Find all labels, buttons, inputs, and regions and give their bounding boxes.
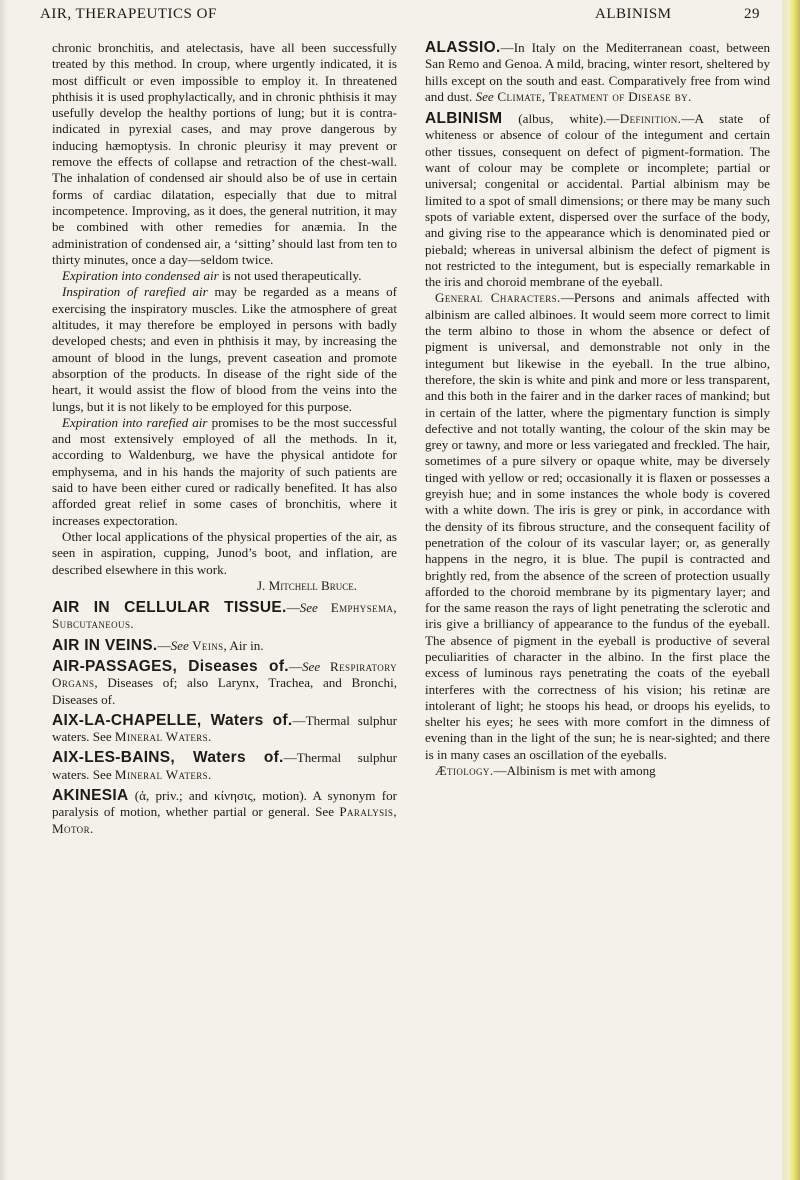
entry-text: —A state of whiteness or absence of colour of the integument and certain other tissues, consequent on defect of pigment-formation. The want of colour may be complete or incomplete; partial or universal; congenital or accidental. Partial albinism may be limited to a spot of small dimensions; or there may be many such spots of variable extent, dispersed over the surface of the body, and giving rise to the appearance which is denominated pied or piebald; whereas in universal albinism the defect of pigment is not restricted to the integument, but is especially remarkable in the iris and choroid membrane of the eyeball. — [425, 111, 771, 290]
paragraph-text: is not used therapeutically. — [218, 268, 362, 284]
entry-separator: — — [292, 712, 306, 728]
paragraph-other-applications: Other local applications of the physical properties of the air, as seen in aspiration, cupping, Junod’s boot, and inflation, are described elsewhere in this work. — [52, 528, 397, 577]
section-label: —Definition. — [606, 111, 682, 127]
cross-reference-link[interactable]: Veins — [192, 637, 224, 653]
paragraph-expiration-condensed — [52, 268, 397, 284]
paragraph-text: may be regarded as a means of exercising the inspiratory muscles. Like the atmosphere of great altitudes, it may therefore be employed in persons with badly developed chests; and even in phthisis it may, by increasing the amount of blood in the lungs, prevent caseation and promote absorption of the products. In disease of the right side of the heart, it would assist the flow of blood from the veins into the lungs, but it is not likely to be employed for this purpose. — [52, 284, 397, 414]
entry-headword: AKINESIA — [52, 787, 129, 805]
entry-headword: ALBINISM — [425, 110, 503, 128]
paragraph-general-characters — [425, 290, 770, 763]
section-label: Ætiology. — [435, 763, 494, 779]
paragraph-inspiration-rarefied — [52, 284, 397, 414]
entry-separator: — — [283, 750, 297, 766]
entry-air-passages — [52, 659, 397, 708]
entry-headword: ALASSIO. — [425, 39, 501, 56]
etymology: (albus, white). — [502, 111, 607, 127]
see-label: See — [299, 600, 331, 616]
page-number: 29 — [744, 6, 760, 22]
paragraph-text: —Albinism is met with among — [493, 763, 656, 779]
entry-aix-les-bains — [52, 750, 397, 783]
entry-alassio — [425, 40, 770, 105]
paragraph-expiration-rarefied — [52, 415, 397, 529]
section-label: General Characters. — [435, 290, 561, 306]
entry-text: Thermal sulphur waters. See — [52, 712, 398, 745]
paragraph-aetiology — [425, 763, 770, 779]
term-italic: Expiration into rarefied air — [62, 414, 208, 430]
paragraph-text: —Persons and animals affected with albinism are called albinoes. It would seem more correct to limit the term albino to those in whom the absence or defect of pigment is universal, and demonstrable not only in the integument but likewise in the eyeball. In the true albino, therefore, the skin is white and pink and more or less transparent, and this both in the fairer and in the darker races of mankind; but in certain of the latter, where the pigmentary function is simply defective and not totally wanting, the colour of the skin may be grey or tawny, and more or less variegated and freckled. The hair, sometimes of a pure silvery or opaque white, may be diversely tinged with yellow or red; occasionally it is flaxen or possesses a greyish hue; and in some instances the whole body is covered with a white down. The iris is grey or pink, in accordance with the density of its fibrous structure, and the consequent facility of penetration of the colour of its vascular layer; or, as generally happens in the negro, it is blue. The pupil is contracted and brightly red, from the absence of the screen of protection usually afforded to the choroid membrane by its pigmentary layer; and for the same reason the rays of light penetrating the sclerotic and iris give a brilliancy of appearance to the fundus of the eyeball. The absence of pigment in the eyeball is productive of several peculiarities of character in the albino. In the first place the excess of luminous rays penetrating the coats of the eyeball interferes with the correctness of his vision; his retinæ are intolerant of light; he stoops his head, or droops his eyelids, to shelter his eyes; he sees with more comfort in the dimness of evening than in the light of the sun; he is near-sighted; and there is in many cases an oscillation of the eyeballs. — [425, 290, 770, 762]
entry-air-cellular-tissue — [52, 600, 397, 633]
entry-aix-la-chapelle — [52, 713, 397, 746]
entry-headword: AIX-LA-CHAPELLE, Waters of. — [52, 711, 293, 729]
cross-reference-link[interactable]: Climate, Treatment of Disease by. — [493, 88, 692, 104]
paragraph-text: promises to be the most successful and most extensively employed of all the methods. In it, according to Waldenburg, we have the physical antidote for emphysema, and in his hands the majority of such patients are said to have been either cured or radically benefited. It has also afforded great relief in some cases of bronchitis, where it increases expectoration. — [52, 414, 397, 528]
header-right-title: ALBINISM — [595, 6, 672, 22]
entry-text: , Diseases of; also Larynx, Trachea, and Bronchi, Diseases of. — [52, 675, 397, 707]
entry-headword: AIR IN CELLULAR TISSUE. — [52, 599, 287, 617]
entry-text: (ἀ, priv.; and κίνησις, motion). A synonym for paralysis of motion, whether partial or general. See — [52, 788, 398, 820]
cross-reference-link[interactable]: Mineral Waters. — [114, 766, 212, 782]
entry-text: —In Italy on the Mediterranean coast, between San Remo and Genoa. A mild, bracing, winter resort, sheltered by hills except on the south and east. Comparatively free from wind and dust. — [425, 40, 770, 104]
term-italic: Expiration into condensed air — [62, 268, 219, 284]
term-italic: Inspiration of rarefied air — [62, 284, 208, 300]
entry-separator: — — [157, 637, 171, 653]
left-column — [52, 40, 397, 837]
entry-akinesia — [52, 788, 397, 837]
entry-headword: AIR-PASSAGES, Diseases of. — [52, 657, 289, 675]
cross-reference-link[interactable]: Paralysis, Motor. — [52, 804, 397, 836]
entry-text: Thermal sulphur waters. See — [52, 750, 398, 782]
entry-air-in-veins — [52, 638, 397, 654]
entry-text: , Air in. — [223, 637, 264, 653]
see-label: See — [475, 88, 494, 104]
running-header — [40, 6, 760, 28]
cross-reference-link[interactable]: Respiratory Organs — [52, 658, 397, 691]
paragraph-condensed-air: chronic bronchitis, and atelectasis, have all been successfully treated by this method. In croup, where urgently indicated, it is most difficult or even impossible to employ it. In threatened phthisis it is used prophylactically, and in chronic phthisis it may usefully develop the healthy portions of lung; but it is contra-indicated in pyrexial cases, and may prove dangerous by inducing hæmoptysis. In chronic pleurisy it may prevent or remove the effects of collapse and retraction of the chest-wall. The inhalation of condensed air should also be of use in certain forms of cardiac dilatation, especially that due to mitral incompetence. Improving, as it does, the general nutrition, it may be combined with other remedies for anæmia. In the administration of condensed air, a ‘sitting’ should last from ten to thirty minutes, once a day—seldom twice. — [52, 40, 397, 267]
page-edge-shadow — [0, 0, 8, 1180]
see-label: See — [170, 637, 193, 653]
entry-headword: AIX-LES-BAINS, Waters of. — [52, 749, 284, 767]
entry-headword: AIR IN VEINS. — [52, 636, 158, 654]
right-column — [425, 40, 770, 779]
page-binding-edge — [782, 0, 800, 1180]
entry-separator: — — [286, 600, 300, 616]
author-signature: J. Mitchell Bruce. — [256, 577, 357, 593]
entry-albinism — [425, 111, 770, 290]
header-left-title: AIR, THERAPEUTICS OF — [40, 6, 217, 22]
cross-reference-link[interactable]: Mineral Waters. — [114, 729, 212, 745]
entry-separator: — — [288, 658, 302, 674]
cross-reference-link[interactable]: Emphysema, Subcutaneous. — [52, 600, 397, 632]
see-label: See — [301, 658, 331, 674]
